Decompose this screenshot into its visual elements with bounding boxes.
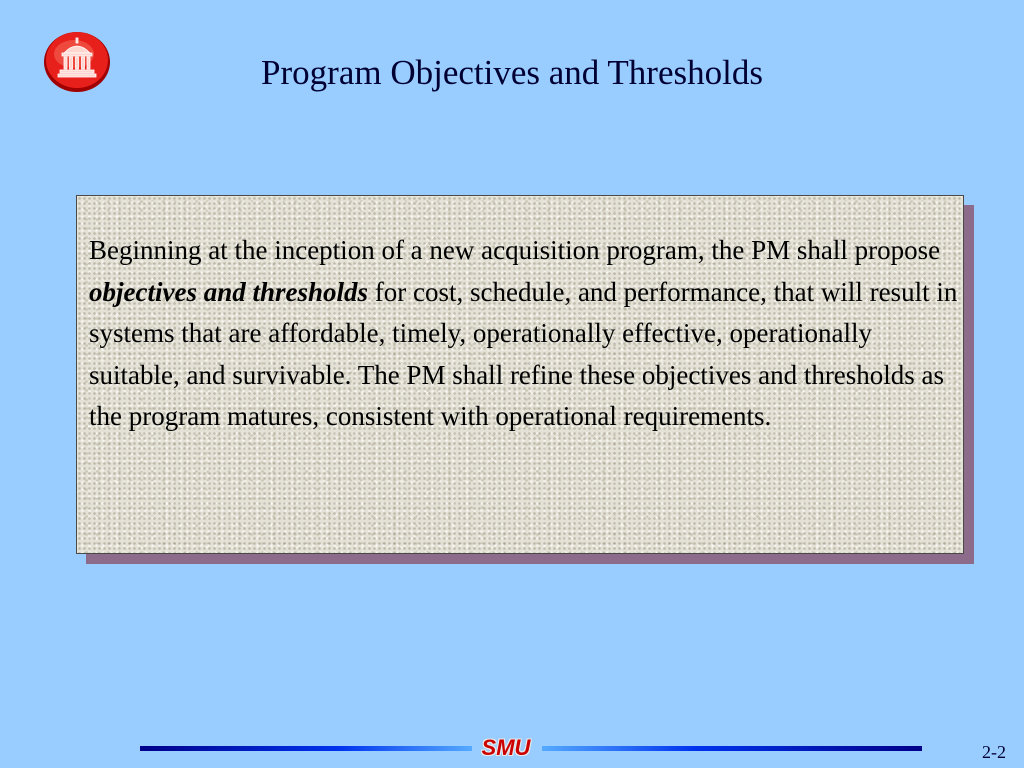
slide-title: Program Objectives and Thresholds xyxy=(261,53,763,92)
body-text-rest: for cost, schedule, and performance, that will result in systems that are affordable, timely, operationally effective, operationally suitable, and survivable. The PM shall refine these objectives and thresholds as the program matures, consistent with operational requirements. xyxy=(89,276,958,431)
body-paragraph xyxy=(89,230,959,438)
page-number: 2-2 xyxy=(982,742,1006,762)
footer-smu-logo xyxy=(470,734,542,762)
body-text-emphasis: objectives and thresholds xyxy=(89,276,369,307)
text-box xyxy=(76,195,964,554)
footer-bar-left xyxy=(140,746,472,751)
body-text-lead: Beginning at the inception of a new acquisition program, the PM shall propose xyxy=(89,235,941,265)
footer-bar-right xyxy=(542,746,922,751)
footer-logo-text: SMU xyxy=(481,735,531,760)
